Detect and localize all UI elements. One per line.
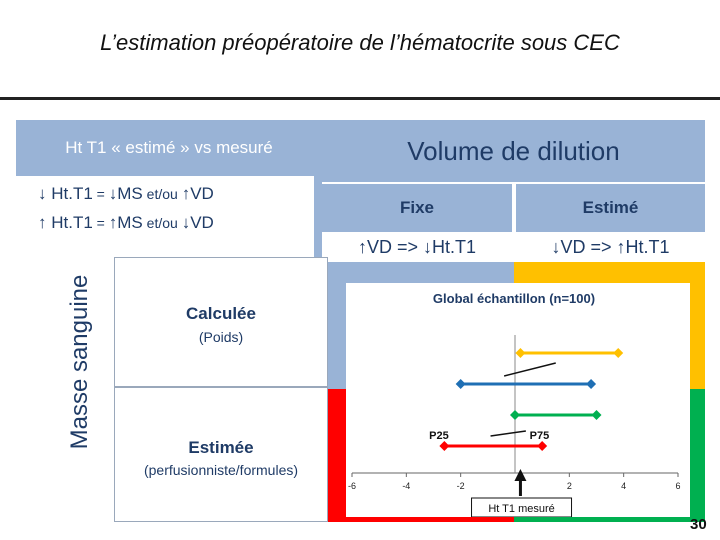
annotation-p75: P75: [529, 430, 550, 442]
marker-label: Ht T1 mesuré: [488, 503, 555, 515]
masse-sanguine-label: Masse sanguine: [66, 274, 93, 450]
ht-relation-line-2: [38, 213, 214, 233]
ht-line1-vd: ↑VD: [181, 184, 214, 203]
page-number: 30: [690, 516, 707, 533]
title-divider: [0, 97, 720, 100]
x-tick-label: 6: [675, 481, 681, 491]
chart-title: Global échantillon (n=100): [432, 291, 596, 306]
annotation-p25: P25: [429, 430, 449, 442]
x-tick-label: -6: [347, 481, 357, 491]
ht-line2-ht: ↑ Ht.T1: [38, 213, 93, 232]
ht-line2-etou: et/ou: [142, 215, 182, 231]
x-tick-label: -2: [456, 481, 465, 491]
dilution-col-estime-value: ↓VD => ↑Ht.T1: [516, 232, 705, 262]
dilution-header: Volume de dilution: [322, 120, 705, 182]
row-estimee-sub: (perfusionniste/formules): [143, 462, 299, 478]
x-tick-label: 4: [621, 481, 627, 491]
row-calculee-sub: (Poids): [198, 329, 244, 345]
row-calculee-title: Calculée: [186, 304, 256, 323]
ht-line1-eq: =: [92, 186, 109, 202]
ht-relation-line-1: [38, 184, 214, 204]
chart-background: [346, 283, 690, 517]
ht-line1-etou: et/ou: [142, 186, 182, 202]
ht-panel-header: Ht T1 « estimé » vs mesuré: [16, 120, 322, 176]
global-sample-chart: [346, 283, 690, 517]
ht-line2-ms: ↑MS: [108, 213, 143, 232]
dilution-col-fixe-value: ↑VD => ↓Ht.T1: [322, 232, 512, 262]
slide-title: L’estimation préopératoire de l’hématocrite sous CEC: [100, 30, 620, 55]
ht-line2-vd: ↓VD: [181, 213, 214, 232]
ht-line1-ms: ↓MS: [108, 184, 143, 203]
dilution-col-estime-label: Estimé: [516, 184, 705, 232]
ht-line2-eq: =: [92, 215, 109, 231]
x-tick-label: -4: [402, 481, 411, 491]
row-estimee: [114, 387, 328, 522]
row-estimee-title: Estimée: [188, 438, 254, 457]
x-tick-label: 2: [566, 481, 572, 491]
dilution-col-fixe-label: Fixe: [322, 184, 512, 232]
row-calculee: [114, 257, 328, 387]
ht-line1-ht: ↓ Ht.T1: [38, 184, 93, 203]
